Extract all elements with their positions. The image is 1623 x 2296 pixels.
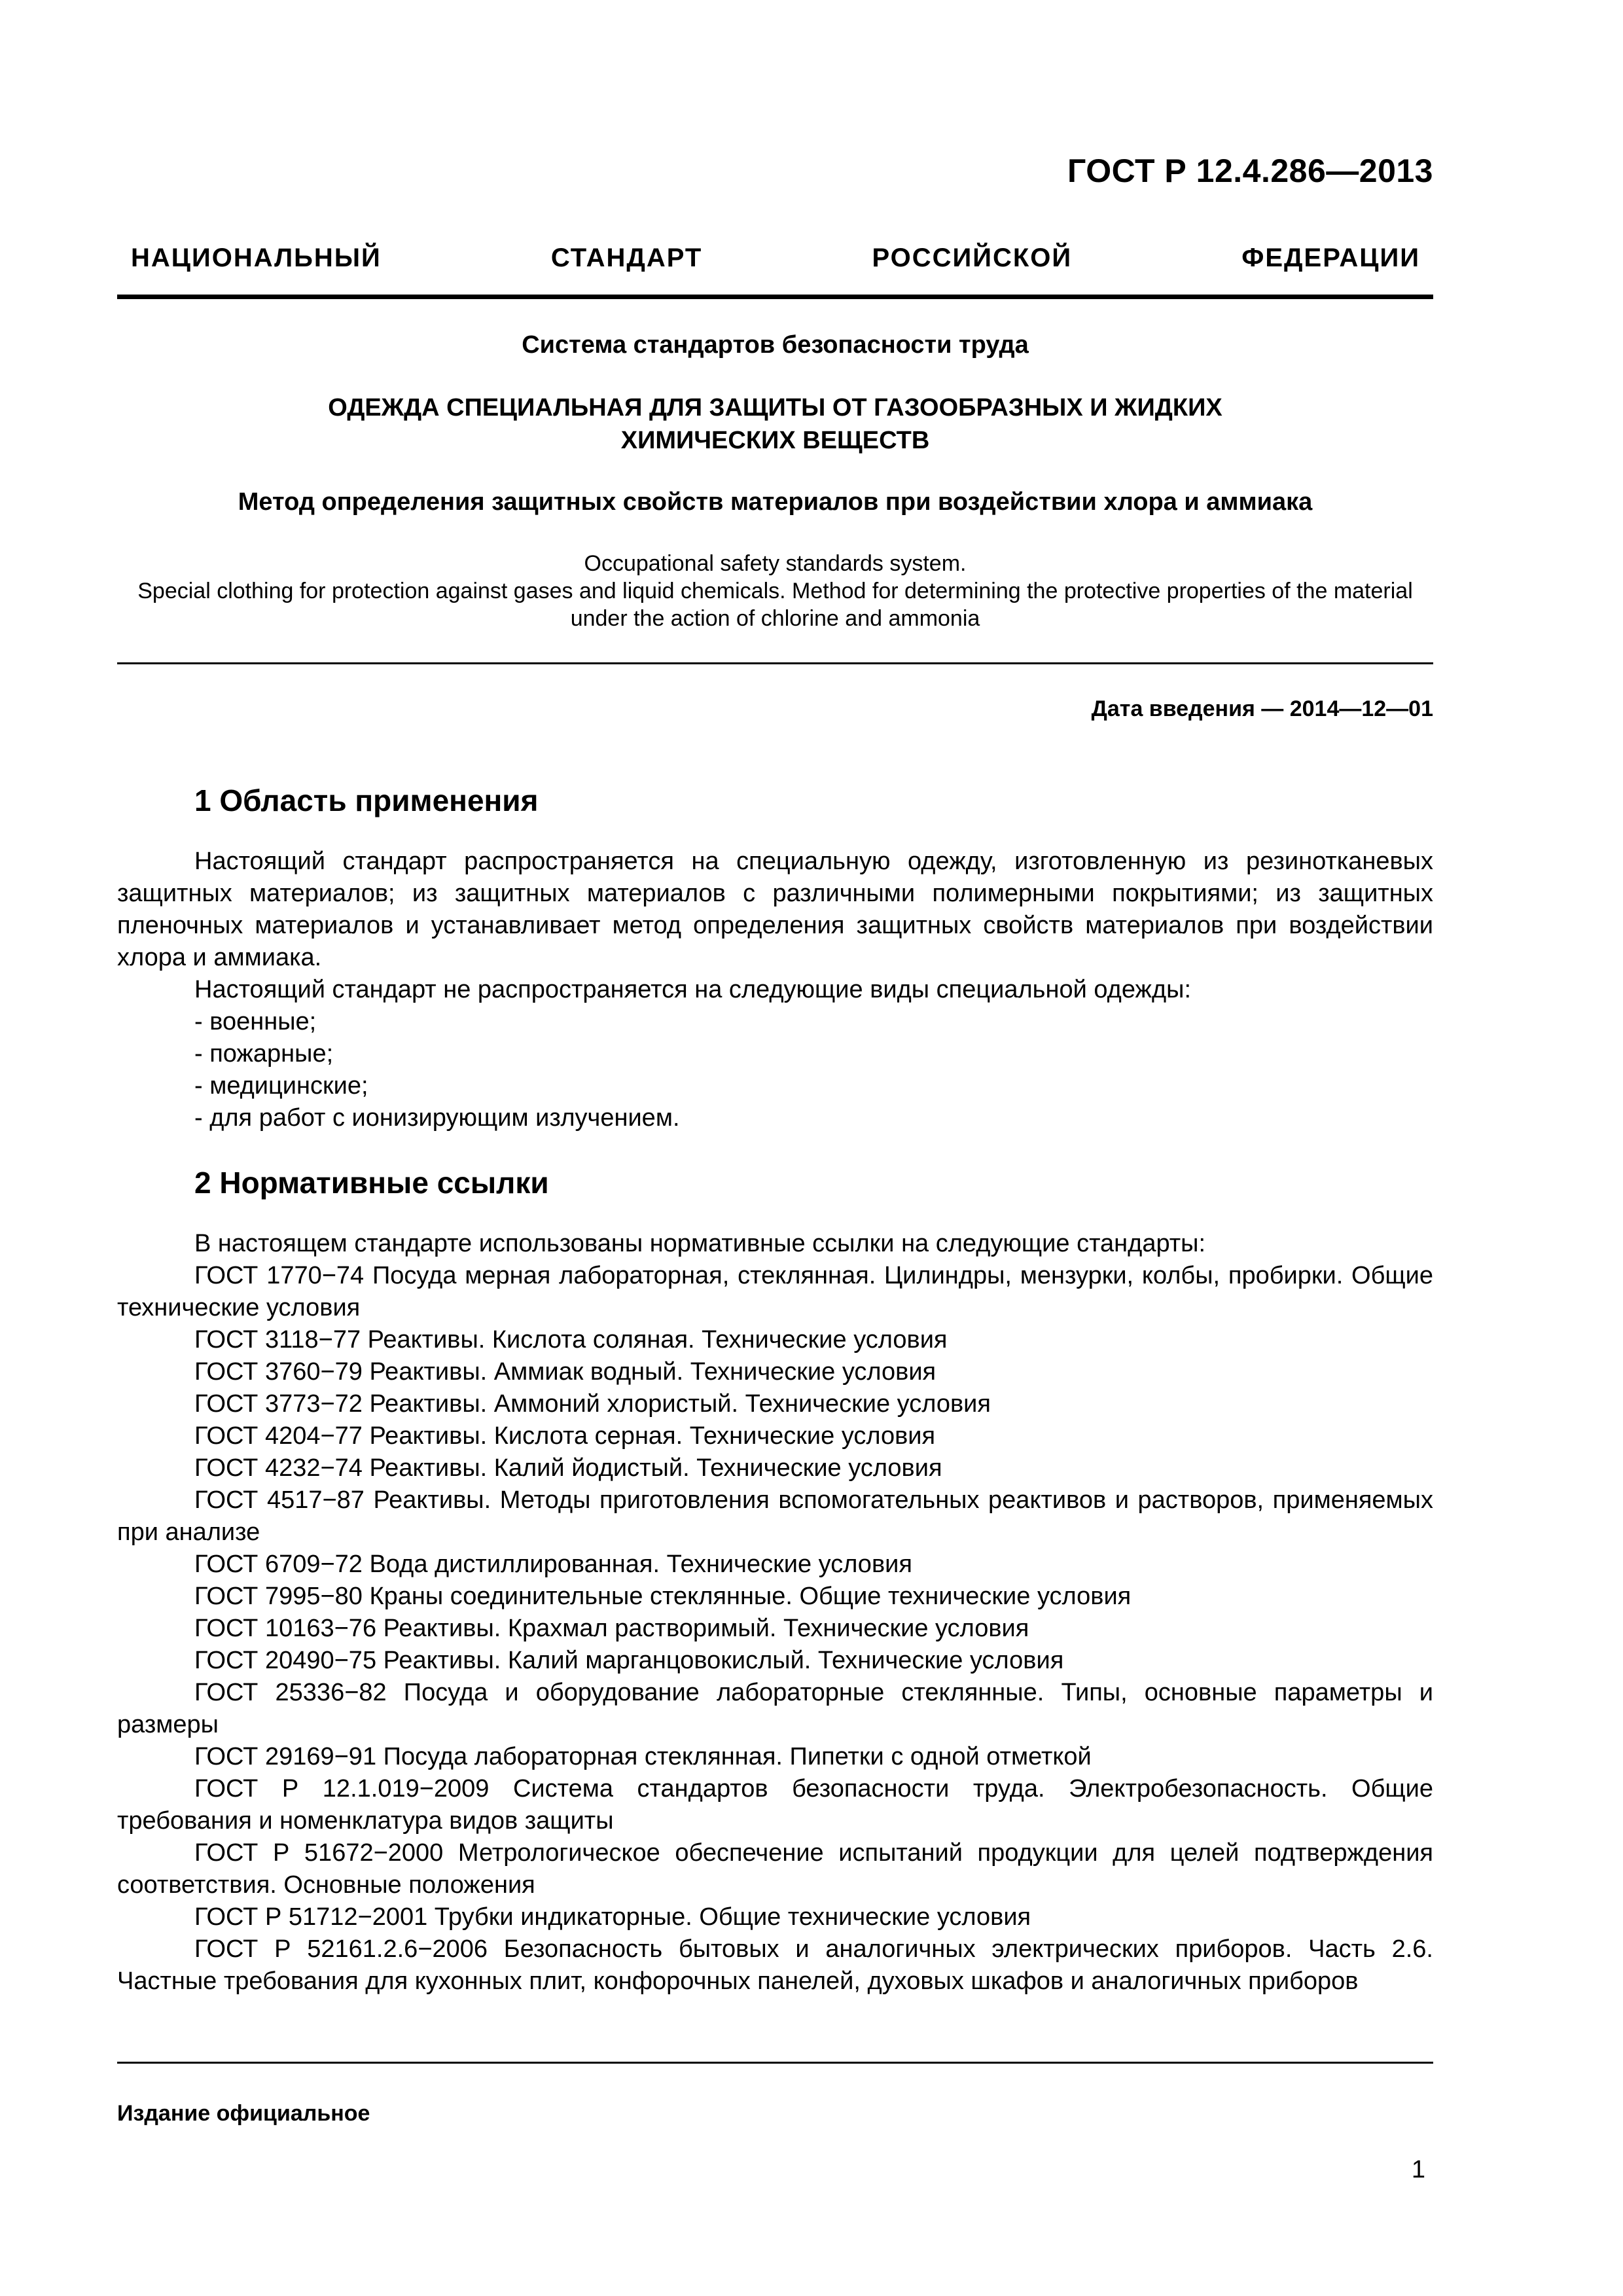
document-title: ОДЕЖДА СПЕЦИАЛЬНАЯ ДЛЯ ЗАЩИТЫ ОТ ГАЗООБРАЗНЫХ И ЖИДКИХ ХИМИЧЕСКИХ ВЕЩЕСТВ [328, 394, 1222, 454]
reference-item: ГОСТ Р 52161.2.6−2006 Безопасность бытовых и аналогичных электрических приборов. Часть 2.6. Частные требования для кухонных плит, конфорочных панелей, духовых шкафов и аналогичных приборов [117, 1935, 1433, 1995]
reference-item: ГОСТ 6709−72 Вода дистиллированная. Технические условия [194, 1551, 912, 1578]
exclusion-item: - медицинские; [194, 1072, 368, 1100]
reference-item: ГОСТ 10163−76 Реактивы. Крахмал растворимый. Технические условия [194, 1615, 1029, 1642]
section-1-paragraph-2: Настоящий стандарт не распространяется на следующие виды специальной одежды: [194, 976, 1192, 1003]
section-1-heading: 1 Область применения [194, 783, 539, 817]
reference-item: ГОСТ 29169−91 Посуда лабораторная стеклянная. Пипетки с одной отметкой [194, 1743, 1092, 1770]
section-2-heading: 2 Нормативные ссылки [194, 1166, 549, 1200]
reference-item: ГОСТ 1770−74 Посуда мерная лабораторная, стеклянная. Цилиндры, мензурки, колбы, пробирки. Общие технические условия [117, 1262, 1433, 1321]
reference-item: ГОСТ Р 51712−2001 Трубки индикаторные. Общие технические условия [194, 1903, 1031, 1931]
reference-item: ГОСТ 3773−72 Реактивы. Аммоний хлористый. Технические условия [194, 1390, 991, 1418]
references-intro: В настоящем стандарте использованы нормативные ссылки на следующие стандарты: [194, 1230, 1206, 1257]
reference-item: ГОСТ 3118−77 Реактивы. Кислота соляная. Технические условия [194, 1326, 948, 1354]
page-number: 1 [1411, 2156, 1425, 2183]
header-rule [117, 295, 1433, 299]
section-2-body [117, 1228, 1433, 1998]
exclusion-item: - для работ с ионизирующим излучением. [194, 1104, 680, 1132]
reference-item: ГОСТ Р 12.1.019−2009 Система стандартов безопасности труда. Электробезопасность. Общие требования и номенклатура видов защиты [117, 1775, 1433, 1835]
document-subtitle: Метод определения защитных свойств материалов при воздействии хлора и аммиака [238, 488, 1313, 516]
reference-item: ГОСТ 4232−74 Реактивы. Калий йодистый. Технические условия [194, 1454, 942, 1482]
standard-designation: ГОСТ Р 12.4.286—2013 [1067, 152, 1433, 189]
introduction-date: Дата введения — 2014—12—01 [1091, 696, 1433, 721]
exclusion-item: - пожарные; [194, 1040, 334, 1067]
title-rule [117, 662, 1433, 664]
english-title [117, 550, 1433, 632]
official-edition-label: Издание официальное [117, 2101, 370, 2126]
reference-item: ГОСТ 20490−75 Реактивы. Калий марганцовокислый. Технические условия [194, 1647, 1064, 1674]
reference-item: ГОСТ 4204−77 Реактивы. Кислота серная. Технические условия [194, 1422, 936, 1450]
section-1-body [117, 846, 1433, 1134]
reference-item: ГОСТ 4517−87 Реактивы. Методы приготовления вспомогательных реактивов и растворов, применяемых при анализе [117, 1486, 1433, 1546]
reference-item: ГОСТ 25336−82 Посуда и оборудование лабораторные стеклянные. Типы, основные параметры и размеры [117, 1679, 1433, 1738]
section-1-paragraph-1: Настоящий стандарт распространяется на специальную одежду, изготовленную из резинотканевых защитных материалов; из защитных материалов с различными полимерными покрытиями; из защитных пленочных материалов и устанавливает метод определения защитных свойств материалов при воздействии хлора и аммиака. [117, 848, 1433, 971]
series-title: Система стандартов безопасности труда [522, 331, 1029, 359]
reference-item: ГОСТ 7995−80 Краны соединительные стеклянные. Общие технические условия [194, 1583, 1132, 1610]
english-title-line2: Special clothing for protection against gases and liquid chemicals. Method for determining the protective properties of the material under the action of chlorine and ammonia [137, 579, 1413, 631]
reference-item: ГОСТ Р 51672−2000 Метрологическое обеспечение испытаний продукции для целей подтверждения соответствия. Основные положения [117, 1839, 1433, 1899]
english-title-line1: Occupational safety standards system. [584, 551, 967, 576]
national-standard-banner: НАЦИОНАЛЬНЫЙ СТАНДАРТ РОССИЙСКОЙ ФЕДЕРАЦИИ [131, 243, 1420, 272]
exclusion-item: - военные; [194, 1008, 317, 1035]
reference-item: ГОСТ 3760−79 Реактивы. Аммиак водный. Технические условия [194, 1358, 936, 1386]
footer-rule [117, 2062, 1433, 2064]
